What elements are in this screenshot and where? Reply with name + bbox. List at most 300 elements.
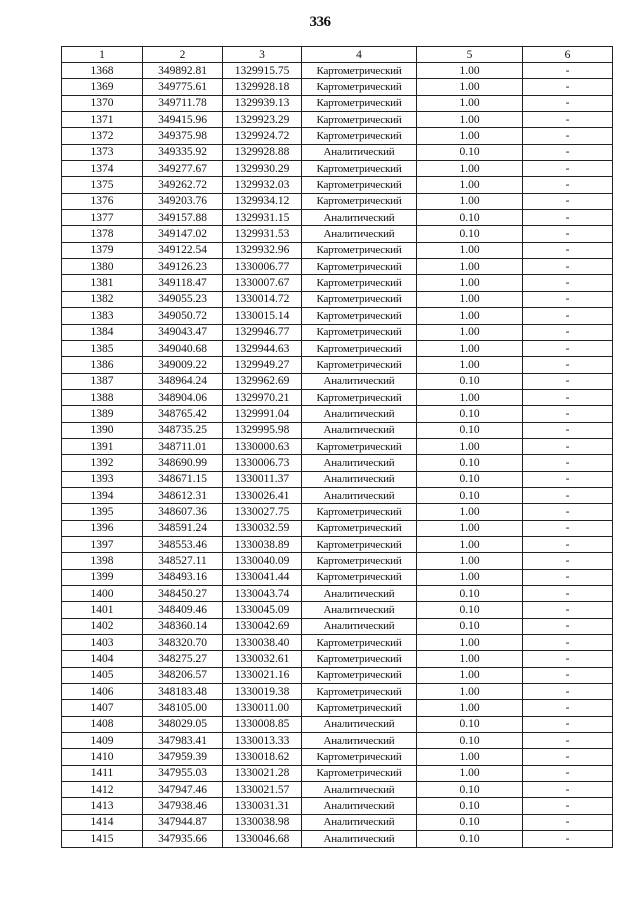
point-number-cell: 1405 xyxy=(62,667,143,683)
table-row xyxy=(62,340,613,356)
table-row xyxy=(62,700,613,716)
note-cell: - xyxy=(523,651,613,667)
table-row xyxy=(62,308,613,324)
accuracy-cell: 1.00 xyxy=(417,259,523,275)
y-coordinate-cell: 1330046.68 xyxy=(223,831,302,847)
note-cell: - xyxy=(523,667,613,683)
x-coordinate-cell: 349157.88 xyxy=(143,210,223,226)
accuracy-cell: 1.00 xyxy=(417,667,523,683)
method-cell: Аналитический xyxy=(302,602,417,618)
x-coordinate-cell: 349892.81 xyxy=(143,63,223,79)
method-cell: Картометрический xyxy=(302,193,417,209)
method-cell: Картометрический xyxy=(302,553,417,569)
method-cell: Картометрический xyxy=(302,340,417,356)
point-number-cell: 1394 xyxy=(62,487,143,503)
note-cell: - xyxy=(523,765,613,781)
note-cell: - xyxy=(523,357,613,373)
y-coordinate-cell: 1330006.73 xyxy=(223,455,302,471)
accuracy-cell: 0.10 xyxy=(417,144,523,160)
accuracy-cell: 1.00 xyxy=(417,504,523,520)
point-number-cell: 1372 xyxy=(62,128,143,144)
x-coordinate-cell: 348105.00 xyxy=(143,700,223,716)
x-coordinate-cell: 348450.27 xyxy=(143,586,223,602)
method-cell: Картометрический xyxy=(302,389,417,405)
point-number-cell: 1409 xyxy=(62,733,143,749)
x-coordinate-cell: 347947.46 xyxy=(143,782,223,798)
point-number-cell: 1368 xyxy=(62,63,143,79)
point-number-cell: 1374 xyxy=(62,161,143,177)
method-cell: Аналитический xyxy=(302,487,417,503)
y-coordinate-cell: 1329991.04 xyxy=(223,406,302,422)
y-coordinate-cell: 1329924.72 xyxy=(223,128,302,144)
point-number-cell: 1408 xyxy=(62,716,143,732)
point-number-cell: 1402 xyxy=(62,618,143,634)
x-coordinate-cell: 349415.96 xyxy=(143,112,223,128)
table-row xyxy=(62,716,613,732)
accuracy-cell: 0.10 xyxy=(417,602,523,618)
point-number-cell: 1401 xyxy=(62,602,143,618)
point-number-cell: 1396 xyxy=(62,520,143,536)
y-coordinate-cell: 1330008.85 xyxy=(223,716,302,732)
note-cell: - xyxy=(523,814,613,830)
y-coordinate-cell: 1329931.53 xyxy=(223,226,302,242)
y-coordinate-cell: 1329970.21 xyxy=(223,389,302,405)
y-coordinate-cell: 1330040.09 xyxy=(223,553,302,569)
x-coordinate-cell: 348275.27 xyxy=(143,651,223,667)
column-header-2: 2 xyxy=(143,47,223,63)
y-coordinate-cell: 1329923.29 xyxy=(223,112,302,128)
y-coordinate-cell: 1330007.67 xyxy=(223,275,302,291)
table-row xyxy=(62,63,613,79)
note-cell: - xyxy=(523,275,613,291)
accuracy-cell: 0.10 xyxy=(417,471,523,487)
table-row xyxy=(62,487,613,503)
note-cell: - xyxy=(523,733,613,749)
note-cell: - xyxy=(523,536,613,552)
method-cell: Картометрический xyxy=(302,749,417,765)
y-coordinate-cell: 1329930.29 xyxy=(223,161,302,177)
x-coordinate-cell: 349126.23 xyxy=(143,259,223,275)
y-coordinate-cell: 1330038.98 xyxy=(223,814,302,830)
accuracy-cell: 1.00 xyxy=(417,128,523,144)
x-coordinate-cell: 349375.98 xyxy=(143,128,223,144)
method-cell: Картометрический xyxy=(302,177,417,193)
note-cell: - xyxy=(523,798,613,814)
point-number-cell: 1376 xyxy=(62,193,143,209)
accuracy-cell: 0.10 xyxy=(417,422,523,438)
x-coordinate-cell: 348029.05 xyxy=(143,716,223,732)
accuracy-cell: 0.10 xyxy=(417,406,523,422)
accuracy-cell: 0.10 xyxy=(417,455,523,471)
table-row xyxy=(62,635,613,651)
method-cell: Картометрический xyxy=(302,63,417,79)
accuracy-cell: 1.00 xyxy=(417,340,523,356)
x-coordinate-cell: 349262.72 xyxy=(143,177,223,193)
point-number-cell: 1406 xyxy=(62,684,143,700)
note-cell: - xyxy=(523,684,613,700)
point-number-cell: 1387 xyxy=(62,373,143,389)
y-coordinate-cell: 1330011.37 xyxy=(223,471,302,487)
point-number-cell: 1382 xyxy=(62,291,143,307)
x-coordinate-cell: 348493.16 xyxy=(143,569,223,585)
note-cell: - xyxy=(523,373,613,389)
accuracy-cell: 1.00 xyxy=(417,242,523,258)
x-coordinate-cell: 349203.76 xyxy=(143,193,223,209)
table-header-row xyxy=(62,47,613,63)
method-cell: Картометрический xyxy=(302,536,417,552)
page-number: 336 xyxy=(309,14,331,30)
note-cell: - xyxy=(523,242,613,258)
method-cell: Аналитический xyxy=(302,798,417,814)
method-cell: Аналитический xyxy=(302,586,417,602)
method-cell: Аналитический xyxy=(302,455,417,471)
accuracy-cell: 1.00 xyxy=(417,161,523,177)
table-row xyxy=(62,79,613,95)
y-coordinate-cell: 1330038.40 xyxy=(223,635,302,651)
note-cell: - xyxy=(523,161,613,177)
point-number-cell: 1370 xyxy=(62,95,143,111)
table-row xyxy=(62,782,613,798)
x-coordinate-cell: 349711.78 xyxy=(143,95,223,111)
accuracy-cell: 0.10 xyxy=(417,586,523,602)
x-coordinate-cell: 348409.46 xyxy=(143,602,223,618)
note-cell: - xyxy=(523,618,613,634)
method-cell: Аналитический xyxy=(302,831,417,847)
accuracy-cell: 0.10 xyxy=(417,373,523,389)
accuracy-cell: 0.10 xyxy=(417,716,523,732)
note-cell: - xyxy=(523,291,613,307)
y-coordinate-cell: 1330045.09 xyxy=(223,602,302,618)
y-coordinate-cell: 1330032.59 xyxy=(223,520,302,536)
note-cell: - xyxy=(523,782,613,798)
y-coordinate-cell: 1330042.69 xyxy=(223,618,302,634)
note-cell: - xyxy=(523,455,613,471)
note-cell: - xyxy=(523,79,613,95)
y-coordinate-cell: 1330041.44 xyxy=(223,569,302,585)
accuracy-cell: 0.10 xyxy=(417,831,523,847)
table-row xyxy=(62,291,613,307)
x-coordinate-cell: 349775.61 xyxy=(143,79,223,95)
point-number-cell: 1390 xyxy=(62,422,143,438)
table-row xyxy=(62,112,613,128)
accuracy-cell: 1.00 xyxy=(417,95,523,111)
accuracy-cell: 0.10 xyxy=(417,733,523,749)
method-cell: Аналитический xyxy=(302,782,417,798)
method-cell: Аналитический xyxy=(302,814,417,830)
x-coordinate-cell: 349147.02 xyxy=(143,226,223,242)
method-cell: Аналитический xyxy=(302,733,417,749)
point-number-cell: 1397 xyxy=(62,536,143,552)
note-cell: - xyxy=(523,308,613,324)
table-row xyxy=(62,226,613,242)
y-coordinate-cell: 1329995.98 xyxy=(223,422,302,438)
accuracy-cell: 1.00 xyxy=(417,684,523,700)
y-coordinate-cell: 1330014.72 xyxy=(223,291,302,307)
method-cell: Аналитический xyxy=(302,716,417,732)
point-number-cell: 1391 xyxy=(62,438,143,454)
x-coordinate-cell: 349009.22 xyxy=(143,357,223,373)
note-cell: - xyxy=(523,504,613,520)
y-coordinate-cell: 1330031.31 xyxy=(223,798,302,814)
point-number-cell: 1414 xyxy=(62,814,143,830)
point-number-cell: 1378 xyxy=(62,226,143,242)
y-coordinate-cell: 1330021.28 xyxy=(223,765,302,781)
accuracy-cell: 1.00 xyxy=(417,438,523,454)
point-number-cell: 1399 xyxy=(62,569,143,585)
table-row xyxy=(62,161,613,177)
y-coordinate-cell: 1329931.15 xyxy=(223,210,302,226)
table-row xyxy=(62,536,613,552)
method-cell: Картометрический xyxy=(302,569,417,585)
table-row xyxy=(62,210,613,226)
y-coordinate-cell: 1329928.18 xyxy=(223,79,302,95)
x-coordinate-cell: 349335.92 xyxy=(143,144,223,160)
method-cell: Картометрический xyxy=(302,520,417,536)
x-coordinate-cell: 347938.46 xyxy=(143,798,223,814)
note-cell: - xyxy=(523,438,613,454)
method-cell: Аналитический xyxy=(302,618,417,634)
accuracy-cell: 1.00 xyxy=(417,569,523,585)
method-cell: Аналитический xyxy=(302,406,417,422)
accuracy-cell: 1.00 xyxy=(417,357,523,373)
x-coordinate-cell: 348607.36 xyxy=(143,504,223,520)
x-coordinate-cell: 348527.11 xyxy=(143,553,223,569)
note-cell: - xyxy=(523,700,613,716)
table-row xyxy=(62,438,613,454)
table-row xyxy=(62,798,613,814)
x-coordinate-cell: 349122.54 xyxy=(143,242,223,258)
method-cell: Картометрический xyxy=(302,112,417,128)
y-coordinate-cell: 1330038.89 xyxy=(223,536,302,552)
accuracy-cell: 0.10 xyxy=(417,798,523,814)
x-coordinate-cell: 347935.66 xyxy=(143,831,223,847)
table-row xyxy=(62,406,613,422)
x-coordinate-cell: 348735.25 xyxy=(143,422,223,438)
column-header-3: 3 xyxy=(223,47,302,63)
table-row xyxy=(62,618,613,634)
method-cell: Аналитический xyxy=(302,422,417,438)
note-cell: - xyxy=(523,259,613,275)
coordinates-table xyxy=(61,46,613,848)
method-cell: Картометрический xyxy=(302,259,417,275)
method-cell: Картометрический xyxy=(302,79,417,95)
accuracy-cell: 0.10 xyxy=(417,782,523,798)
accuracy-cell: 0.10 xyxy=(417,814,523,830)
method-cell: Картометрический xyxy=(302,128,417,144)
point-number-cell: 1412 xyxy=(62,782,143,798)
column-header-4: 4 xyxy=(302,47,417,63)
y-coordinate-cell: 1329944.63 xyxy=(223,340,302,356)
note-cell: - xyxy=(523,716,613,732)
table-row xyxy=(62,553,613,569)
column-header-1: 1 xyxy=(62,47,143,63)
accuracy-cell: 1.00 xyxy=(417,275,523,291)
note-cell: - xyxy=(523,226,613,242)
note-cell: - xyxy=(523,324,613,340)
note-cell: - xyxy=(523,586,613,602)
table-row xyxy=(62,471,613,487)
x-coordinate-cell: 347955.03 xyxy=(143,765,223,781)
table-row xyxy=(62,749,613,765)
y-coordinate-cell: 1330026.41 xyxy=(223,487,302,503)
point-number-cell: 1369 xyxy=(62,79,143,95)
point-number-cell: 1385 xyxy=(62,340,143,356)
table-row xyxy=(62,357,613,373)
x-coordinate-cell: 349118.47 xyxy=(143,275,223,291)
y-coordinate-cell: 1329949.27 xyxy=(223,357,302,373)
y-coordinate-cell: 1329939.13 xyxy=(223,95,302,111)
y-coordinate-cell: 1329946.77 xyxy=(223,324,302,340)
x-coordinate-cell: 349043.47 xyxy=(143,324,223,340)
x-coordinate-cell: 348904.06 xyxy=(143,389,223,405)
y-coordinate-cell: 1329934.12 xyxy=(223,193,302,209)
accuracy-cell: 1.00 xyxy=(417,700,523,716)
note-cell: - xyxy=(523,749,613,765)
x-coordinate-cell: 349055.23 xyxy=(143,291,223,307)
point-number-cell: 1398 xyxy=(62,553,143,569)
y-coordinate-cell: 1330018.62 xyxy=(223,749,302,765)
x-coordinate-cell: 347944.87 xyxy=(143,814,223,830)
table-row xyxy=(62,651,613,667)
method-cell: Аналитический xyxy=(302,471,417,487)
table-row xyxy=(62,814,613,830)
method-cell: Картометрический xyxy=(302,291,417,307)
method-cell: Картометрический xyxy=(302,161,417,177)
table-row xyxy=(62,242,613,258)
point-number-cell: 1403 xyxy=(62,635,143,651)
method-cell: Аналитический xyxy=(302,210,417,226)
y-coordinate-cell: 1329932.96 xyxy=(223,242,302,258)
note-cell: - xyxy=(523,128,613,144)
y-coordinate-cell: 1330011.00 xyxy=(223,700,302,716)
note-cell: - xyxy=(523,569,613,585)
table-row xyxy=(62,389,613,405)
note-cell: - xyxy=(523,553,613,569)
method-cell: Картометрический xyxy=(302,651,417,667)
method-cell: Аналитический xyxy=(302,226,417,242)
x-coordinate-cell: 349277.67 xyxy=(143,161,223,177)
method-cell: Картометрический xyxy=(302,667,417,683)
table-row xyxy=(62,569,613,585)
point-number-cell: 1393 xyxy=(62,471,143,487)
y-coordinate-cell: 1330013.33 xyxy=(223,733,302,749)
table-row xyxy=(62,144,613,160)
point-number-cell: 1371 xyxy=(62,112,143,128)
accuracy-cell: 1.00 xyxy=(417,63,523,79)
y-coordinate-cell: 1329932.03 xyxy=(223,177,302,193)
point-number-cell: 1373 xyxy=(62,144,143,160)
accuracy-cell: 1.00 xyxy=(417,520,523,536)
y-coordinate-cell: 1330021.57 xyxy=(223,782,302,798)
note-cell: - xyxy=(523,520,613,536)
point-number-cell: 1377 xyxy=(62,210,143,226)
x-coordinate-cell: 348206.57 xyxy=(143,667,223,683)
accuracy-cell: 1.00 xyxy=(417,749,523,765)
y-coordinate-cell: 1330019.38 xyxy=(223,684,302,700)
accuracy-cell: 0.10 xyxy=(417,618,523,634)
method-cell: Картометрический xyxy=(302,765,417,781)
table-row xyxy=(62,128,613,144)
note-cell: - xyxy=(523,487,613,503)
method-cell: Картометрический xyxy=(302,308,417,324)
table-row xyxy=(62,455,613,471)
point-number-cell: 1386 xyxy=(62,357,143,373)
x-coordinate-cell: 348711.01 xyxy=(143,438,223,454)
note-cell: - xyxy=(523,406,613,422)
x-coordinate-cell: 348183.48 xyxy=(143,684,223,700)
table-row xyxy=(62,95,613,111)
method-cell: Аналитический xyxy=(302,144,417,160)
point-number-cell: 1389 xyxy=(62,406,143,422)
table-row xyxy=(62,602,613,618)
x-coordinate-cell: 347983.41 xyxy=(143,733,223,749)
method-cell: Картометрический xyxy=(302,504,417,520)
accuracy-cell: 1.00 xyxy=(417,536,523,552)
y-coordinate-cell: 1330043.74 xyxy=(223,586,302,602)
table-row xyxy=(62,684,613,700)
point-number-cell: 1379 xyxy=(62,242,143,258)
method-cell: Картометрический xyxy=(302,242,417,258)
point-number-cell: 1380 xyxy=(62,259,143,275)
method-cell: Картометрический xyxy=(302,275,417,291)
point-number-cell: 1381 xyxy=(62,275,143,291)
x-coordinate-cell: 347959.39 xyxy=(143,749,223,765)
method-cell: Картометрический xyxy=(302,438,417,454)
point-number-cell: 1407 xyxy=(62,700,143,716)
accuracy-cell: 1.00 xyxy=(417,651,523,667)
method-cell: Аналитический xyxy=(302,373,417,389)
x-coordinate-cell: 348591.24 xyxy=(143,520,223,536)
note-cell: - xyxy=(523,63,613,79)
method-cell: Картометрический xyxy=(302,635,417,651)
method-cell: Картометрический xyxy=(302,324,417,340)
accuracy-cell: 1.00 xyxy=(417,177,523,193)
note-cell: - xyxy=(523,177,613,193)
table-row xyxy=(62,193,613,209)
table-row xyxy=(62,831,613,847)
table-row xyxy=(62,324,613,340)
accuracy-cell: 1.00 xyxy=(417,635,523,651)
table-row xyxy=(62,259,613,275)
point-number-cell: 1395 xyxy=(62,504,143,520)
note-cell: - xyxy=(523,471,613,487)
y-coordinate-cell: 1330027.75 xyxy=(223,504,302,520)
accuracy-cell: 1.00 xyxy=(417,79,523,95)
point-number-cell: 1383 xyxy=(62,308,143,324)
accuracy-cell: 1.00 xyxy=(417,308,523,324)
table-row xyxy=(62,504,613,520)
x-coordinate-cell: 348612.31 xyxy=(143,487,223,503)
note-cell: - xyxy=(523,831,613,847)
y-coordinate-cell: 1330006.77 xyxy=(223,259,302,275)
note-cell: - xyxy=(523,210,613,226)
y-coordinate-cell: 1330000.63 xyxy=(223,438,302,454)
y-coordinate-cell: 1329928.88 xyxy=(223,144,302,160)
accuracy-cell: 1.00 xyxy=(417,553,523,569)
x-coordinate-cell: 348360.14 xyxy=(143,618,223,634)
table-row xyxy=(62,275,613,291)
note-cell: - xyxy=(523,340,613,356)
x-coordinate-cell: 348964.24 xyxy=(143,373,223,389)
x-coordinate-cell: 348320.70 xyxy=(143,635,223,651)
point-number-cell: 1411 xyxy=(62,765,143,781)
table-row xyxy=(62,373,613,389)
table-row xyxy=(62,520,613,536)
point-number-cell: 1392 xyxy=(62,455,143,471)
accuracy-cell: 1.00 xyxy=(417,112,523,128)
accuracy-cell: 1.00 xyxy=(417,291,523,307)
table-row xyxy=(62,586,613,602)
